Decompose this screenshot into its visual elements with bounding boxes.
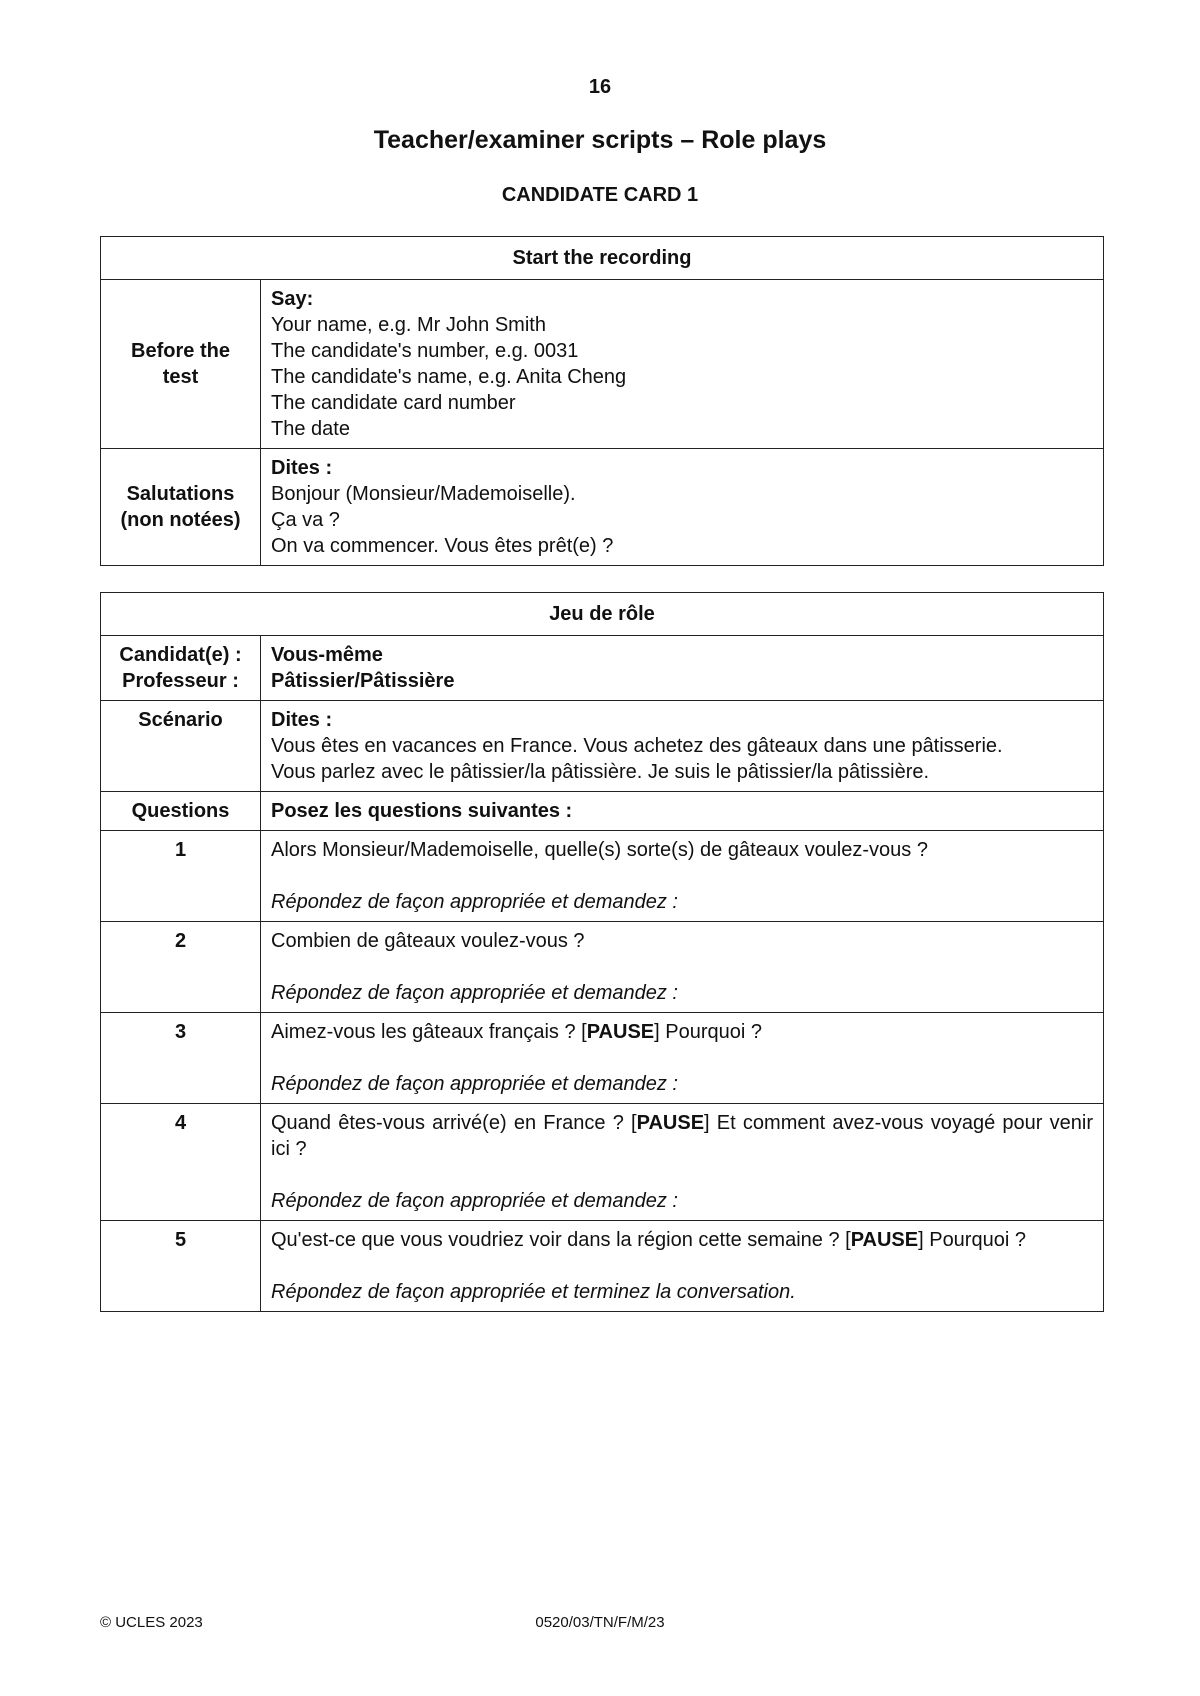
scenario-content [261, 701, 1104, 792]
dites-heading: Dites : [271, 457, 333, 479]
response-instruction: Répondez de façon appropriée et demandez : [271, 1190, 678, 1212]
salutations-label-line1: Salutations [126, 483, 235, 505]
before-test-row [101, 280, 1104, 449]
teacher-role: Pâtissier/Pâtissière [271, 670, 455, 692]
question-text [271, 1019, 1093, 1045]
question-text-part: Quand êtes-vous arrivé(e) en France ? [ [271, 1112, 637, 1134]
card-title: CANDIDATE CARD 1 [501, 184, 699, 206]
question-number: 5 [101, 1221, 261, 1312]
scenario-row [101, 701, 1104, 792]
question-row [101, 1221, 1104, 1312]
question-number: 2 [101, 922, 261, 1013]
question-text-part: ] Pourquoi ? [654, 1021, 762, 1043]
response-instruction: Répondez de façon appropriée et demandez : [271, 1073, 678, 1095]
role-play-table [100, 592, 1104, 1312]
question-row [101, 922, 1104, 1013]
questions-instruction: Posez les questions suivantes : [261, 792, 1104, 831]
say-line: The candidate's number, e.g. 0031 [271, 340, 579, 362]
question-row [101, 831, 1104, 922]
teacher-label: Professeur : [122, 670, 239, 692]
document-title: Teacher/examiner scripts – Role plays [373, 126, 827, 154]
question-text: Alors Monsieur/Mademoiselle, quelle(s) sorte(s) de gâteaux voulez-vous ? [271, 839, 928, 861]
question-content [261, 1221, 1104, 1312]
response-instruction: Répondez de façon appropriée et demandez : [271, 982, 678, 1004]
roles-content [261, 636, 1104, 701]
question-row [101, 1013, 1104, 1104]
page-number: 16 [588, 76, 612, 98]
question-text-part: ] Et comment avez-vous voyagé pour venir ici ? [271, 1112, 1093, 1160]
before-test-label-line2: test [162, 366, 199, 388]
question-content [261, 831, 1104, 922]
say-line: The candidate's name, e.g. Anita Cheng [271, 366, 627, 388]
question-text: Combien de gâteaux voulez-vous ? [271, 930, 585, 952]
salutation-line: On va commencer. Vous êtes prêt(e) ? [271, 535, 614, 557]
question-text-part: ] Pourquoi ? [918, 1229, 1026, 1251]
question-number: 3 [101, 1013, 261, 1104]
recording-table [100, 236, 1104, 566]
response-instruction: Répondez de façon appropriée et terminez la conversation. [271, 1281, 796, 1303]
question-text-part: Aimez-vous les gâteaux français ? [ [271, 1021, 587, 1043]
question-content [261, 922, 1104, 1013]
question-number: 1 [101, 831, 261, 922]
question-number: 4 [101, 1104, 261, 1221]
salutation-line: Ça va ? [271, 509, 340, 531]
salutations-row [101, 449, 1104, 566]
question-content [261, 1104, 1104, 1221]
questions-header-row [101, 792, 1104, 831]
pause-marker: PAUSE [636, 1112, 705, 1134]
before-test-label-line1: Before the [131, 340, 230, 362]
question-content [261, 1013, 1104, 1104]
roles-row [101, 636, 1104, 701]
scenario-label: Scénario [101, 701, 261, 792]
scenario-line: Vous êtes en vacances en France. Vous achetez des gâteaux dans une pâtisserie. [271, 735, 1003, 757]
pause-marker: PAUSE [586, 1021, 655, 1043]
pause-marker: PAUSE [850, 1229, 919, 1251]
say-line: The candidate card number [271, 392, 516, 414]
recording-header: Start the recording [101, 237, 1104, 280]
candidate-label: Candidat(e) : [119, 644, 242, 666]
role-play-header: Jeu de rôle [101, 593, 1104, 636]
scenario-line: Vous parlez avec le pâtissier/la pâtissière. Je suis le pâtissier/la pâtissière. [271, 761, 930, 783]
say-heading: Say: [271, 288, 314, 310]
recording-header-row [101, 237, 1104, 280]
response-instruction: Répondez de façon appropriée et demandez : [271, 891, 678, 913]
roles-label [101, 636, 261, 701]
scenario-heading: Dites : [271, 709, 333, 731]
salutations-label-line2: (non notées) [120, 509, 241, 531]
salutations-label [101, 449, 261, 566]
candidate-role: Vous-même [271, 644, 383, 666]
before-test-content [261, 280, 1104, 449]
questions-label: Questions [101, 792, 261, 831]
salutations-content [261, 449, 1104, 566]
salutation-line: Bonjour (Monsieur/Mademoiselle). [271, 483, 576, 505]
copyright: © UCLES 2023 [100, 1614, 203, 1631]
question-text-part: Qu'est-ce que vous voudriez voir dans la région cette semaine ? [ [271, 1229, 851, 1251]
say-line: The date [271, 418, 350, 440]
role-play-header-row [101, 593, 1104, 636]
say-line: Your name, e.g. Mr John Smith [271, 314, 546, 336]
question-text [271, 1227, 1093, 1253]
question-row [101, 1104, 1104, 1221]
document-code: 0520/03/TN/F/M/23 [535, 1614, 665, 1631]
question-text [271, 1110, 1093, 1162]
before-test-label [101, 280, 261, 449]
